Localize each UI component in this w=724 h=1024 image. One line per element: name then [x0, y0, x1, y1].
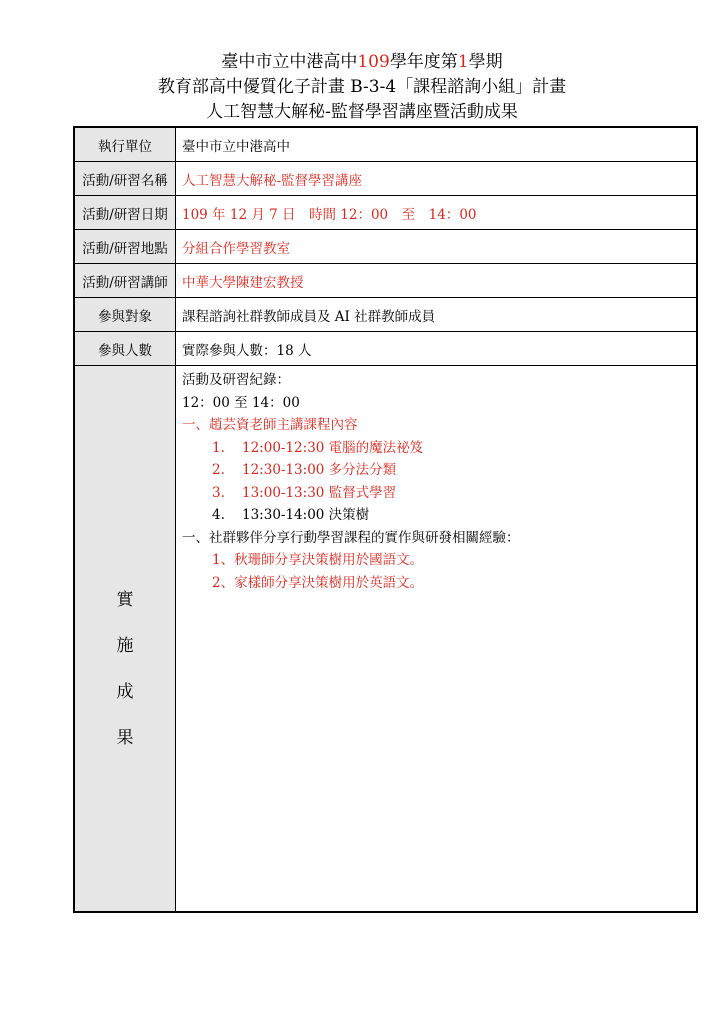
- list-item-text: 12:30-13:00 多分法分類: [242, 462, 397, 478]
- header-line-2: 教育部高中優質化子計畫 B-3-4「課程諮詢小組」計畫: [157, 77, 567, 97]
- header-text-term-prefix: 學年度第: [389, 52, 458, 72]
- record-time: 12：00 至 14：00: [182, 394, 300, 411]
- list-item: 1、秋珊師分享決策樹用於國語文。: [212, 552, 424, 568]
- table-row: [74, 298, 697, 332]
- row-value: 中華大學陳建宏教授: [176, 264, 698, 298]
- list-item: [182, 482, 690, 505]
- section-1-title: 一、趙芸資老師主講課程內容: [182, 417, 358, 433]
- list-item: [182, 437, 690, 460]
- table-row: [74, 162, 697, 196]
- row-label: 活動/研習日期: [74, 196, 176, 230]
- semester-number: 1: [457, 52, 469, 72]
- table-row: [74, 196, 697, 230]
- result-label-char: 施: [116, 635, 134, 656]
- result-row: [74, 366, 697, 913]
- row-value: 臺中市立中港高中: [176, 127, 698, 162]
- row-value: 分組合作學習教室: [176, 230, 698, 264]
- result-label-cell: [74, 366, 176, 913]
- school-name: 臺中市立中港高中: [221, 52, 358, 72]
- result-label-char: 果: [116, 727, 134, 748]
- result-label: [117, 577, 134, 761]
- row-value: 人工智慧大解秘-監督學習講座: [176, 162, 698, 196]
- list-item: [182, 504, 690, 527]
- table-row: [74, 127, 697, 162]
- list-item-number: 4.: [212, 507, 225, 523]
- record-title: 活動及研習紀錄：: [182, 372, 290, 388]
- row-label: 執行單位: [74, 127, 176, 162]
- result-label-char: 實: [116, 589, 134, 610]
- activity-report-table: [73, 126, 698, 913]
- header-line-3: 人工智慧大解秘-監督學習講座暨活動成果: [206, 102, 518, 122]
- result-label-char: 成: [116, 681, 134, 702]
- row-label: 活動/研習地點: [74, 230, 176, 264]
- row-value: 109 年 12 月 7 日 時間 12：00 至 14：00: [176, 196, 698, 230]
- table-row: [74, 230, 697, 264]
- list-item-text: 13:00-13:30 監督式學習: [242, 484, 397, 501]
- result-content: [176, 366, 698, 913]
- row-label: 活動/研習名稱: [74, 162, 176, 196]
- list-item-text: 12:00-12:30 電腦的魔法祕笈: [242, 439, 424, 456]
- header-text-term-suffix: 學期: [468, 52, 503, 72]
- row-label: 參與對象: [74, 298, 176, 332]
- section-2-title: 一、社群夥伴分享行動學習課程的實作與研發相關經驗：: [182, 529, 520, 546]
- header-line-1: [0, 50, 724, 75]
- school-year: 109: [357, 52, 390, 72]
- document-header: [0, 50, 724, 125]
- table-row: [74, 264, 697, 298]
- table-row: [74, 332, 697, 366]
- row-label: 參與人數: [74, 332, 176, 366]
- list-item-number: 2.: [212, 462, 225, 478]
- list-item-number: 3.: [212, 484, 225, 501]
- list-item: [182, 459, 690, 482]
- list-item-number: 1.: [212, 439, 225, 456]
- row-value: 實際參與人數：18 人: [176, 332, 698, 366]
- list-item: 2、家樣師分享決策樹用於英語文。: [212, 574, 424, 591]
- list-item-text: 13:30-14:00 決策樹: [242, 507, 370, 523]
- row-value: 課程諮詢社群教師成員及 AI 社群教師成員: [176, 298, 698, 332]
- row-label: 活動/研習講師: [74, 264, 176, 298]
